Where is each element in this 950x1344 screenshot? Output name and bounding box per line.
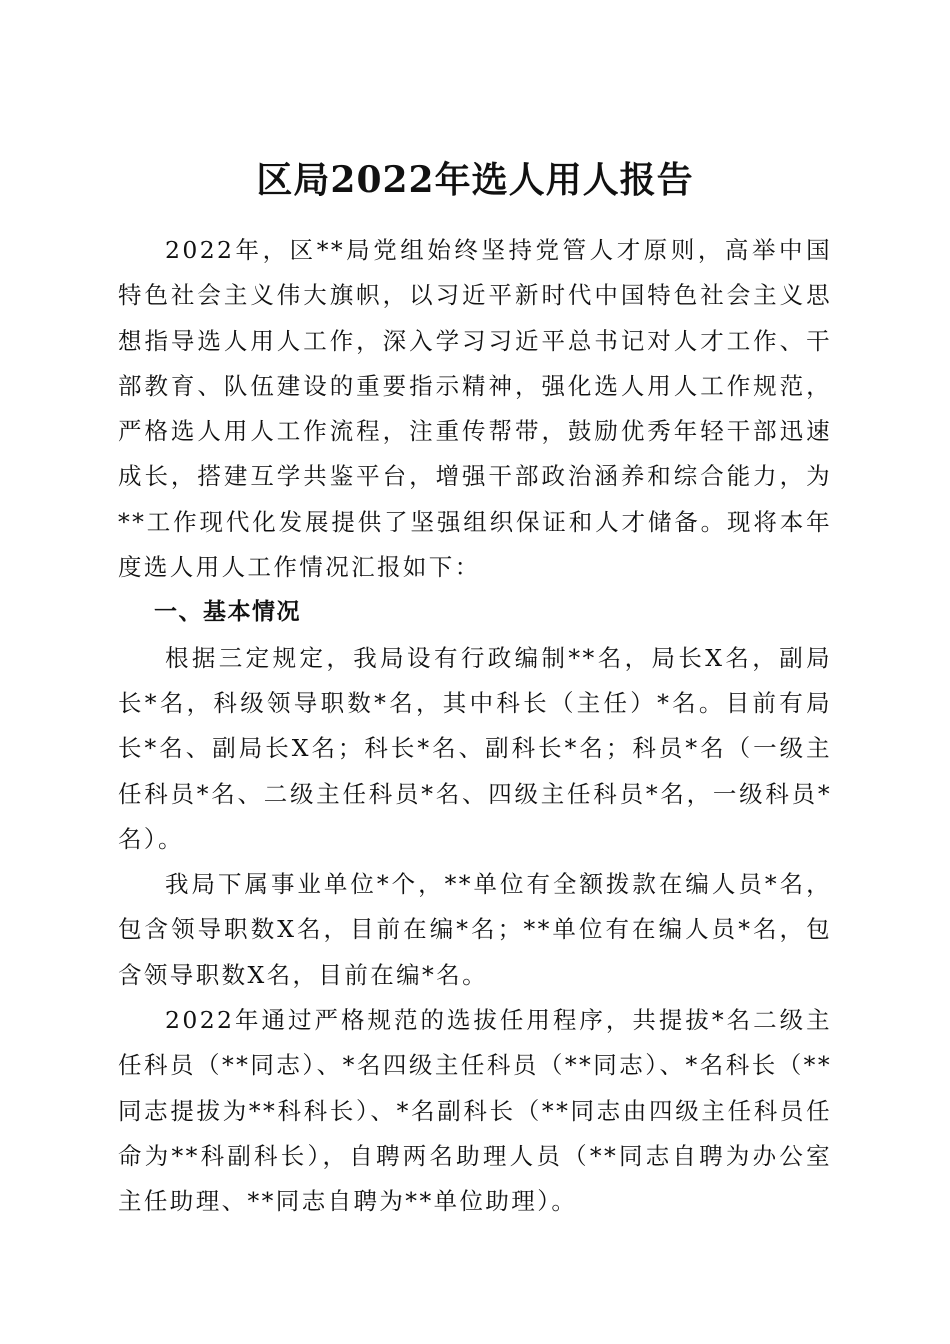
intro-paragraph: 2022年，区**局党组始终坚持党管人才原则，高举中国特色社会主义伟大旗帜，以习近平新时代中国特色社会主义思想指导选人用人工作，深入学习习近平总书记对人才工作、干部教育、队伍建设的重要指示精神，强化选人用人工作规范，严格选人用人工作流程，注重传帮带，鼓励优秀年轻干部迅速成长，搭建互学共鉴平台，增强干部政治涵养和综合能力，为**工作现代化发展提供了坚强组织保证和人才储备。现将本年度选人用人工作情况汇报如下： xyxy=(118,236,832,582)
document-title: 区局2022年选人用人报告 xyxy=(256,159,694,202)
document-body xyxy=(118,228,832,1225)
staffing-paragraph: 根据三定规定，我局设有行政编制**名，局长X名，副局长*名，科级领导职数*名，其中科长（主任）*名。目前有局长*名、副局长X名；科长*名、副科长*名；科员*名（一级主任科员*名、二级主任科员*名、四级主任科员*名，一级科员*名）。 xyxy=(118,643,832,853)
subordinate-units-paragraph: 我局下属事业单位*个，**单位有全额拨款在编人员*名，包含领导职数X名，目前在编*名；**单位有在编人员*名，包含领导职数X名，目前在编*名。 xyxy=(118,870,832,989)
promotions-paragraph: 2022年通过严格规范的选拔任用程序，共提拔*名二级主任科员（**同志）、*名四级主任科员（**同志）、*名科长（**同志提拔为**科科长）、*名副科长（**同志由四级主任科员任命为**科副科长），自聘两名助理人员（**同志自聘为办公室主任助理、**同志自聘为**单位助理）。 xyxy=(118,1006,832,1216)
section-heading-basic-situation: 一、基本情况 xyxy=(154,599,301,626)
